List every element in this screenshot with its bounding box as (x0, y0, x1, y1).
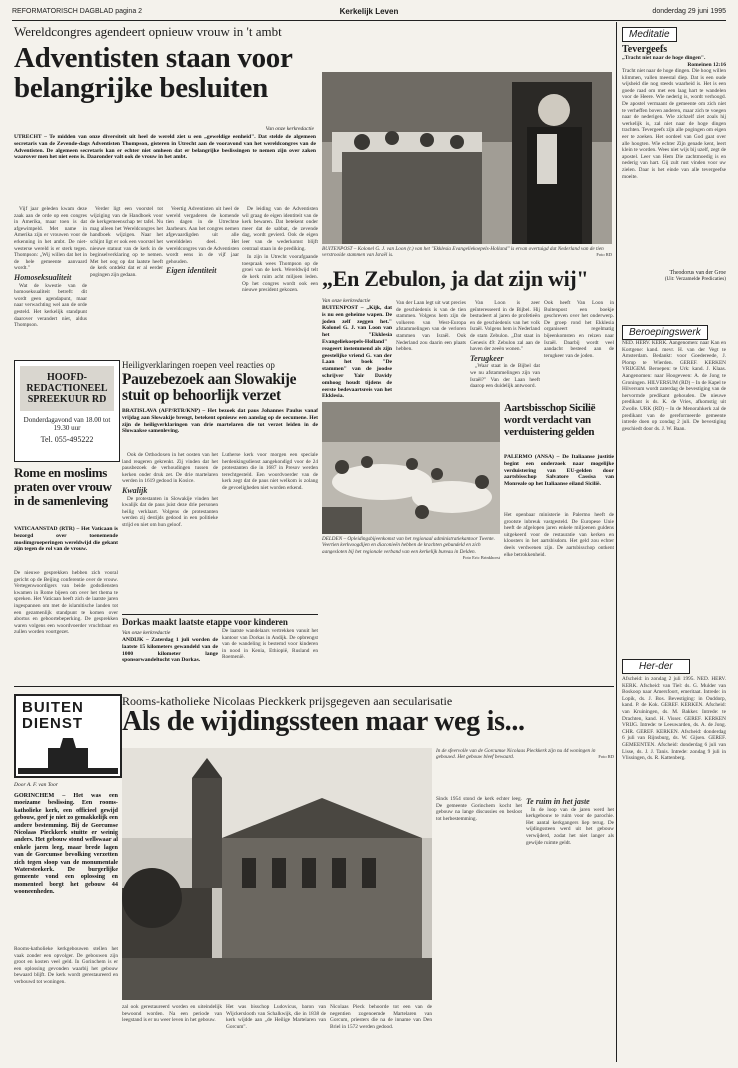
header-left: REFORMATORISCH DAGBLAD pagina 2 (12, 8, 143, 15)
zebulon-col-4: Ook heeft Van Loon in Buitenpost een boekje geschreven over het onderwerp. De groep rond het Ekklesia organiseert regelmatig bijeenkomsten en reizen naar Israël. Daarbij wordt veel aandacht besteed aan de terugkeer van de joden. (544, 300, 614, 359)
nicolaas-col-4: Nicolaas Pieck behoorde tot een van de negentien zogenoemde Martelaren van Gorcum, priesters die na de inname van Den Briel in 1572 werden gedood. (330, 1004, 432, 1030)
nicolaas-col-3: Het was bisschop Ludovicus, baron van Wijckerslooth van Schalkwijk, die in 1838 de kerk wijdde aan „de Heilige Martelaren van Gorcum". (226, 1004, 326, 1030)
zebulon-col-3 (470, 300, 540, 398)
meditatie-body: Tracht niet naar de hoge dingen. Die hoog willen klimmen, vallen meestal diep. Dat is een oude wijsheid die nog steeds waarheid is. Het is een goede raad om met een laag hart te wandelen voor de Heere. Wie nederig is, wordt verhoogd. De apostel vermaant de gemeente om zich niet te verheffen boven anderen, maar zich te voegen naar de nederigen. Wie zichzelf ziet zoals hij werkelijk is, zal niet naar de hoge dingen trachten. Tevergeefs zijn alle pogingen om eigen eer te zoeken. Het oordeel van God gaat over alle hoogten. Wie echter Zijn genade kent, leert klein te worden. Wees niet wijs bij uzelf, zegt de apostel. Leer van Hem Die zachtmoedig is en nederig van hart. Gij zult rust vinden voor uw zielen. Daar is het einde van alle tevergeefse moeite. (622, 68, 726, 180)
lead-col3-text: Veertig Adventisten uit heel de wereld vergaderen de komende tien dagen in de Utrechtse Jaarbeurs. Aan het congres nemen afgevaardigden uit alle werelddelen deel. Het wereldcongres van de Adventisten wordt eens in de vijf jaar gehouden. (166, 206, 239, 265)
dorkas-body: De laatste wandelaars vertrekken vanuit het kantoor van Dorkas in Andijk. De opbrengst van de wandeling is bestemd voor kinderen in nood in Kenia, Ethiopië, Rusland en Roemenië. (222, 628, 318, 661)
rome-lead: VATICAANSTAD (RTR) – Het Vaticaan is bezorgd over toenemende moslimgroeperingen wereldwijd die gekant zijn tegen de rol van de vrouw. (14, 526, 118, 553)
photo-scene (322, 72, 612, 244)
beroepingswerk-tab-wrap (622, 322, 726, 340)
pauze-col2-text: De protestanten in Slowakije vinden het kwalijk dat de paus juist deze drie personen heilig verklaart. Volgens de protestanten werden zij destijds gedood in een politieke strijd en niet om hun geloof. (122, 495, 218, 528)
lead-col2-text: Verder ligt een voorstel tot wijziging van de Handboek voor de kerkgemeenschap ter tafel. Nu mag alleen het Wereldcongres het handboek wijzigen. Naar het schijnt ligt er ook een voorstel het nieuwe statuut van de kerk in de beginselverklaring op te nemen. Met het oog op dat laatste heeft de kerk ontdekt dat er al eerder pogingen zijn gedaan. (90, 206, 163, 278)
lead-headline: Adventisten staan voor belangrijke besluiten (14, 42, 293, 104)
lead-col-4 (242, 206, 318, 356)
pauze-lead: BRATISLAVA (AFP/RTR/KNP) – Het bezoek dat paus Johannes Paulus vanaf vrijdag aan Slowakije brengt, betekent opnieuw een aanslag op de oecumene. Het zijn de heiligverklaringen van drie martelaren die tot verzet leiden in de Slowaakse samenleving. (122, 408, 318, 435)
pauze-col1-text: Ook de Orthodoxen in het oosten van het land reageren gekrenkt. Zij vinden dat het pausbezoek de verhoudingen tussen de kerken onder druk zet. De drie martelaren werden in 1619 gedood in Kosice. (122, 452, 218, 485)
aarts-headline: Aartsbisschop Sicilië wordt verdacht van verduistering gelden (504, 402, 596, 438)
aarts-lead: PALERMO (ANSA) – De Italiaanse justitie begint een onderzoek naar mogelijke verduistering van EU-gelden door aartsbisschop Salvatore Cassisa van Monreale op het Italiaanse eiland Sicilië. (504, 454, 614, 488)
header-date: donderdag 29 juni 1995 (652, 8, 726, 15)
aarts-body: Het openbaar ministerie in Palermo heeft de grootste inbreuk vastgesteld. De Europese Unie heeft de afgelopen jaren enkele miljoenen guldens uitgekeerd voor de restauratie van kerken en kloosters in het aartsbisdom. Het geld zou echter deels verdwenen zijn. De aartsbisschop ontkent elke betrokkenheid. (504, 512, 614, 558)
nicolaas-subhead: Te ruim in het jaste (526, 797, 590, 806)
zebulon-col3-text: Van Loon is zeer geïnteresseerd in de Bijbel. Hij bestudeert al jaren de profetieën en de geschiedenis van het volk Israël. Volgens hem is Nederland de stam Zebulon. „Dat staat in Genesis 49: Zebulon zal aan de haven der zeeën wonen." (470, 300, 540, 353)
rome-body: De nieuwe gesprekken hebben zich vooral gericht op de Beijing conferentie over de vrouw. Vertegenwoordigers van beide godsdiensten kwamen in Rome bijeen om over het thema te spreken. Het Vaticaan heeft zich de laatste jaren ingespannen om met de islamitische landen tot een gezamenlijk standpunt te komen over abortus en geboortebeperking. De gesprekken waren volgens een woordvoerder vruchtbaar en zullen worden voortgezet. (14, 570, 118, 636)
photo-top-caption (322, 246, 612, 266)
section-rule (14, 686, 614, 687)
header-section: Kerkelijk Leven (339, 7, 399, 16)
lead-col-2 (90, 206, 163, 356)
photo-mid-credit: Foto Eric Brinkhorst (462, 555, 500, 561)
meditatie-block (622, 44, 726, 282)
nicolaas-headline: Als de wijdingssteen maar weg is... (122, 706, 525, 737)
lead-subhead-1: Homoseksualiteit (14, 272, 72, 282)
zebulon-subhead: Terugkeer (470, 353, 504, 363)
herder-body: Afscheid: in zondag 2 juli 1995. NED. HERV. KERK. Afscheid: van Tiel: ds. G. Mulder van Boskoop naar Amersfoort, emeritaat. Intrede: in Lopik, ds. J. Bos. Bevestiging: in Ouddorp, kand. P. de Kok. GEREF. KERKEN. Afscheid: van Kruiningen, ds. M. Bakker. Intrede: te Drachten, kand. H. Visser. GEREF. KERKEN VRIJG. Intrede: te Leeuwarden, ds. A. de Jong. CHR. GEREF. KERKEN. Afscheid: donderdag 6 juli van Rijnsburg, ds. W. Gijsen. GEREF. GEMEENTEN. Afscheid: donderdag 6 juli van Lisse, ds. J. J. Tanis. Intrede: zondag 9 juli in Vlissingen, ds. R. Kattenberg. (622, 676, 726, 762)
photo-van-loon (322, 72, 612, 244)
sidebar-rule (616, 22, 617, 1062)
lead-col4-text: De leiding van de Adventisten wil graag de eigen identiteit van de kerk bewaren. Dat betekent onder meer dat de sabbat, de zevende dag, wordt gevierd. Ook de eigen leer van de wederkomst blijft centraal staan in de prediking. (242, 206, 318, 252)
dorkas-lead: ANDIJK – Zaterdag 1 juli worden de laatste 15 kilometers gewandeld van de 1000 kilometer lange sponsorwandeltocht van Dorkas. (122, 637, 218, 664)
photo-top-caption-text: BUITENPOST – Kolonel G. J. van Loon (r.) van het "Ekklesia Evangeliekoepels-Holland" is ervan overtuigd dat Nederland van de tien verstrooide stammen van Israël is. (322, 246, 604, 259)
page-header (12, 6, 726, 21)
zebulon-col-1: BUITENPOST – „Kijk, dat is nu een geheime wapen. De joden zelf zeggen het." Kolonel G. J. van Loon van het "Ekklesia Evangeliekoepels-Holland" reageert instemmend als zijn geestelijke vriend G. van der Laan het boek "De stammen" van de joodse schrijver Yair Davidy omhoog houdt tijdens de eerste bedevaartsreis van het Ekklesia. (322, 305, 392, 400)
spreekuur-tel: Tel. 055-495222 (40, 435, 94, 444)
nicolaas-col5b-text: In de loop van de jaren werd het kerkgebouw te ruim voor de parochie. Het aantal kerkgangers liep terug. De wijdingssteen werd uit het gebouw verwijderd, zodat het niet langer als gewijde ruimte geldt. (526, 806, 614, 846)
lead-col4b-text: In zijn in Utrecht voorafgaande toespraak wees Thompson op de groei van de kerk. Wereldwijd telt de kerk ruim acht miljoen leden. Op het congres wordt ook een nieuwe president gekozen. (242, 254, 318, 294)
herder-tab-wrap (622, 656, 726, 674)
spreekuur-when: Donderdagavond van 18.00 tot 19.30 uur (23, 416, 111, 432)
dorkas-headline: Dorkas maakt laatste etappe voor kinderen (122, 617, 288, 627)
meditatie-author-note: (Uit: Verzamelde Predicaties) (664, 276, 726, 282)
lead-col1-text: Vijf jaar geleden kwam deze zaak aan de orde op een congres in Amerika, maar toen is dat afgewimpeld. Met name in Amerika zijn er vrouwen voor de erkenning in het ambt. De niet-westerse wereld is er sterk tegen. Thompson: „Wij willen dat het in de hele gemeente aanvaard wordt." (14, 206, 87, 272)
zebulon-col3b-text: „Waar staat in de Bijbel dat we nu afstammelingen zijn van Israël?" Van der Laan heeft daarop een duidelijk antwoord. (470, 363, 540, 390)
nicolaas-kicker: Rooms-katholieke Nicolaas Pieckkerk prijsgegeven aan secularisatie (122, 694, 453, 708)
zebulon-byline: Van onze kerkredactie (322, 298, 371, 304)
beroepingswerk-body: NED. HERV. KERK. Aangenomen: naar Kan en Kortgene: kand. mevr. H. van der Vegt te Amsterdam. Bedankt: voor Goedereede, J. Plomp te Wierden. GEREF. KERKEN VRIJGEM. Beroepen: te Urk: kand. J. Klaas. Aangenomen: naar Hoogeveen: A. de Jong te Groningen. HILVERSUM (RD) – In de Kapel te Hilversum wordt zaterdag de bevestiging van de hervormde predikant gehouden. De nieuwe predikant is ds. K. de Vries, afkomstig uit Zwolle. URK (RD) – In de Menorahkerk zal de predikant van de gereformeerde gemeente intrede doen op zondag 2 juli. De bevestiging geschiedt door ds. J. W. Baan. (622, 340, 726, 432)
lead-kicker: Wereldcongres agendeert opnieuw vrouw in 't ambt (14, 24, 282, 39)
photo-church-scene (122, 748, 432, 1000)
spreekuur-box (14, 360, 120, 462)
meditatie-author: Theodorus van der Groe (669, 270, 726, 276)
spreekuur-title: HOOFD-REDACTIONEEL SPREEKUUR RD (20, 366, 114, 411)
lead-col-1 (14, 206, 87, 354)
photo-mid-caption-text: DELDEN – Opleidingsbijeenkomst van het regionaal administratiekantoor Twente. Veertien kerkvoogdijen en diaconieën hebben de krachten gebundeld en zich aangesloten bij het regionale verband van een kerkelijk bureau in Delden. (322, 536, 495, 555)
dorkas-rule (122, 614, 318, 615)
photo-delden-scene (322, 402, 500, 534)
photo-church-caption (436, 748, 614, 792)
nicolaas-col-6 (526, 796, 614, 1062)
pauze-kicker: Heiligverklaringen roepen veel reacties op (122, 360, 275, 370)
pauze-col-1 (122, 452, 218, 612)
nicolaas-col-1: Rooms-katholieke kerkgebouwen stellen het vaak zonder een opvolger. De gebouwen zijn groot en kosten veel geld. In Gorinchem is er een oplossing gevonden waarbij het gebouw bewaard blijft. De kerk wordt gerestaureerd en verbouwd tot woningen. (14, 946, 118, 985)
nicolaas-col-5: Sinds 1954 stond de kerk echter leeg. De gemeente Gorinchem kocht het gebouw na lange discussies en besloot tot herbestemming. (436, 796, 522, 822)
buiten-dienst-logo-text: BUITEN DIENST (22, 699, 84, 732)
meditatie-tab: Meditatie (622, 27, 677, 42)
rome-headline: Rome en moslims praten over vrouw in de samenleving (14, 465, 112, 508)
lead-byline: Van onze kerkredactie (265, 126, 314, 132)
nicolaas-col-2: zal ook gerestaureerd worden en uiteindelijk bewoond worden. Na een periode van leegstand is er nu weer leven in het gebouw. (122, 1004, 222, 1024)
buiten-dienst-logo (14, 694, 122, 778)
lead-intro: UTRECHT – Te midden van onze diversiteit uit heel de wereld ziet u een „geweldige eenheid". Dat stelde de algemeen secretaris van de Zevende-dags Adventisten Thompson, gisteren in Utrecht aan de vooravond van het wereldcongres van de Adventisten. De algemeen secretaris kan er echter niet omheen dat er belangrijke beslissingen te nemen zijn over zaken waarover men het niet eens is. Daaronder valt ook de vrouw in het ambt. (14, 134, 316, 161)
meditatie-quote: „Tracht niet naar de hoge dingen". (622, 55, 706, 61)
photo-mid-caption (322, 536, 500, 572)
photo-church-credit: Foto RD (598, 754, 614, 760)
pauze-headline: Pauzebezoek aan Slowakije stuit op behoorlijk verzet (122, 371, 297, 404)
meditatie-title: Tevergeefs (622, 44, 668, 55)
zebulon-col-2: Van der Laan legt uit wat precies de geschiedenis is van de tien stammen. Volgens hem zijn de volkeren van West-Europa afstammelingen van de verloren stammen van Israël. Ook Nederland zou daarin een plaats hebben. (396, 300, 466, 353)
meditatie-ref: Romeinen 12:16 (687, 62, 726, 68)
lead-col-3 (166, 206, 239, 356)
photo-church (122, 748, 432, 1000)
lead-col1b-text: Wat de kwestie van de homoseksualiteit betreft: dit wordt geen agendapunt, maar naar verwachting wel aan de orde gesteld. Het kerkelijk standpunt daarover verandert niet, aldus Thompson. (14, 282, 87, 329)
photo-top-credit: Foto RD (596, 252, 612, 258)
photo-delden (322, 402, 500, 534)
pauze-col-2: Lutherse kerk voor morgen een speciale herdenkingsdienst aangekondigd voor de 24 protestanten die in 1687 in Presov werden terechtgesteld. Een woordvoerder van de kerk zegt dat de paus niet welkom is zolang de gevoeligheden niet worden erkend. (222, 452, 318, 491)
zebulon-headline: „En Zebulon, ja dat zijn wij" (322, 266, 589, 291)
meditatie-tab-wrap (622, 24, 726, 42)
lead-subhead-2: Eigen identiteit (166, 266, 217, 276)
nicolaas-lead: GORINCHEM – Het was een moeizame beslissing. Een rooms-katholieke kerk, een officieel gewijd gebouw, geef je niet zo gemakkelijk een andere bestemming. Bij de Gorcumse Nicolaas Pieckkerk stuitte er weinig anders. Het gebouw stond wellswaar al enkele jaren leeg, maar brede lagen van de Gorcumse bevolking verzetten zich tegen sloop van de monumentale Watersteekerk. De burgerlijke gemeente vond een oplossing en momenteel borgt het gebouw 44 wooneenheden. (14, 792, 118, 896)
dorkas-byline: Van onze kerkredactie (122, 630, 171, 636)
church-logo-icon (18, 738, 118, 774)
herder-tab: Her-der (622, 659, 690, 674)
pauze-subhead: Kwalijk (122, 485, 148, 495)
nicolaas-byline: Door A. F. van Toor (14, 782, 58, 788)
photo-church-caption-text: In de sfeervolle van de Gorcumse Nicolaas Pieckkerk zijn nu 44 woningen in gebouwd. Het gebouw bleef bewaard. (436, 748, 596, 761)
beroepingswerk-tab: Beroepingswerk (622, 325, 708, 340)
